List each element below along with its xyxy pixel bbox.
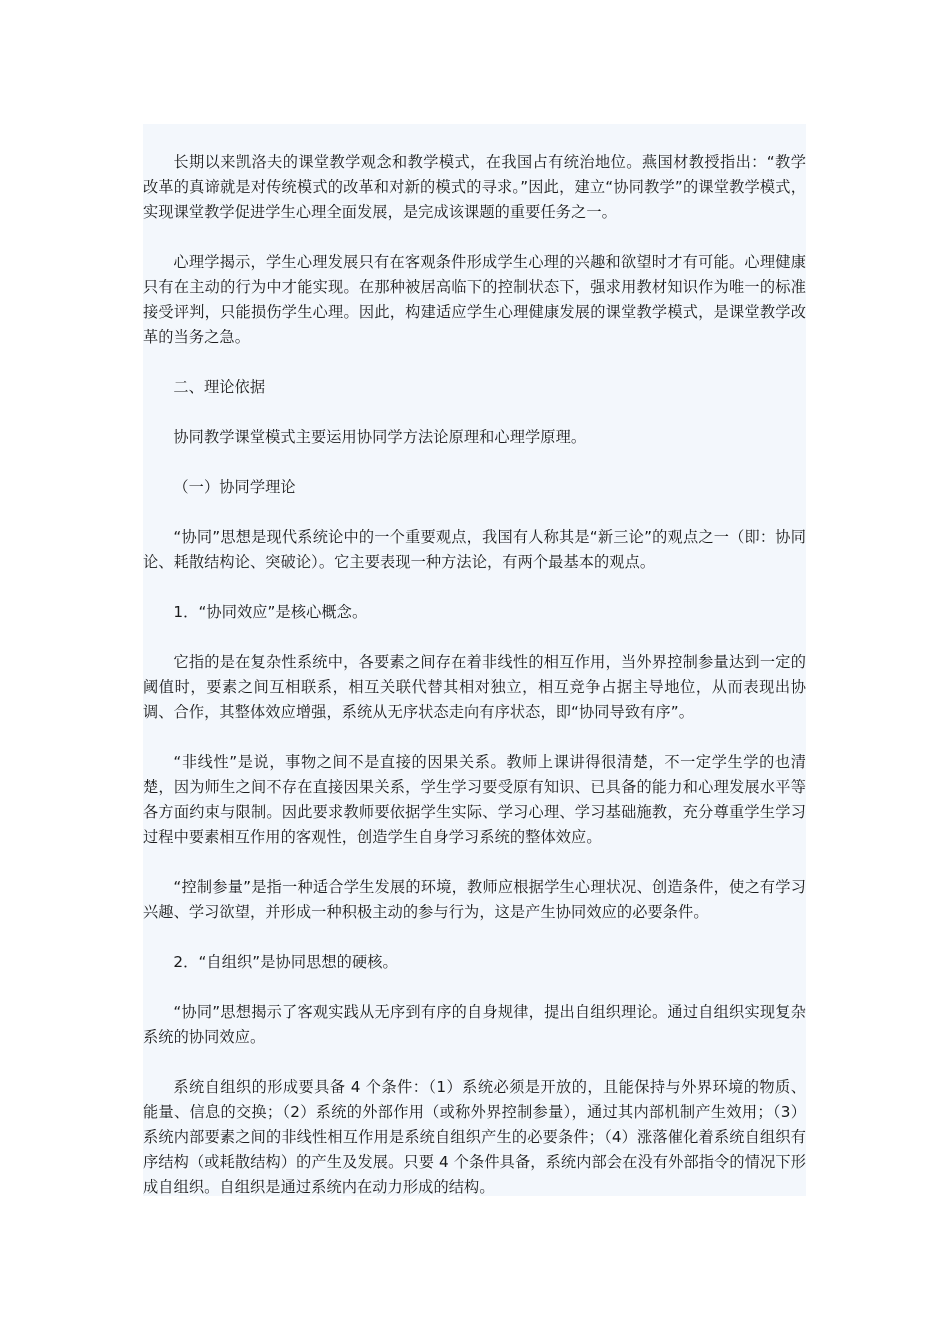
paragraph-synergy-effect: 它指的是在复杂性系统中，各要素之间存在着非线性的相互作用，当外界控制参量达到一定的阈值时，要素之间互相联系，相互关联代替其相对独立，相互竞争占据主导地位，从而表现出协调、合作，其整体效应增强，系统从无序状态走向有序状态，即“协同导致有序”。 — [143, 653, 806, 721]
paragraph-nonlinearity: “非线性”是说，事物之间不是直接的因果关系。教师上课讲得很清楚，不一定学生学的也清楚，因为师生之间不存在直接因果关系，学生学习要受原有知识、已具备的能力和心理发展水平等各方面约束与限制。因此要求教师要依据学生实际、学习心理、学习基础施教，充分尊重学生学习过程中要素相互作用的客观性，创造学生自身学习系统的整体效应。 — [143, 753, 806, 846]
point-heading-self-organization: 2．“自组织”是协同思想的硬核。 — [173, 953, 398, 971]
section-heading-theory: 二、理论依据 — [173, 378, 266, 396]
paragraph-four-conditions: 系统自组织的形成要具备 4 个条件：（1）系统必须是开放的，且能保持与外界环境的物质、能量、信息的交换；（2）系统的外部作用（或称外界控制参量），通过其内部机制产生效用；（3）系统内部要素之间的非线性相互作用是系统自组织产生的必要条件；（4）涨落催化着系统自组织有序结构（或耗散结构）的产生及发展。只要 4 个条件具备，系统内部会在没有外部指令的情况下形成自组织。自组织是通过系统内在动力形成的结构。 — [143, 1078, 806, 1196]
paragraph-synergy-concept: “协同”思想是现代系统论中的一个重要观点，我国有人称其是“新三论”的观点之一（即：协同论、耗散结构论、突破论）。它主要表现一种方法论，有两个最基本的观点。 — [143, 528, 806, 571]
paragraph-intro-kairov: 长期以来凯洛夫的课堂教学观念和教学模式，在我国占有统治地位。燕国材教授指出：“教学改革的真谛就是对传统模式的改革和对新的模式的寻求。”因此，建立“协同教学”的课堂教学模式，实现课堂教学促进学生心理全面发展，是完成该课题的重要任务之一。 — [143, 153, 806, 221]
paragraph-control-parameter: “控制参量”是指一种适合学生发展的环境，教师应根据学生心理状况、创造条件，使之有学习兴趣、学习欲望，并形成一种积极主动的参与行为，这是产生协同效应的必要条件。 — [143, 878, 806, 921]
subsection-heading-synergetics: （一）协同学理论 — [173, 478, 296, 496]
paragraph-theory-summary: 协同教学课堂模式主要运用协同学方法论原理和心理学原理。 — [173, 428, 587, 446]
paragraph-self-organization: “协同”思想揭示了客观实践从无序到有序的自身规律，提出自组织理论。通过自组织实现复杂系统的协同效应。 — [143, 1003, 806, 1046]
text-block — [143, 124, 806, 1196]
point-heading-synergy-effect: 1．“协同效应”是核心概念。 — [173, 603, 368, 621]
paragraph-psychology: 心理学揭示，学生心理发展只有在客观条件形成学生心理的兴趣和欲望时才有可能。心理健康只有在主动的行为中才能实现。在那种被居高临下的控制状态下，强求用教材知识作为唯一的标准接受评判，只能损伤学生心理。因此，构建适应学生心理健康发展的课堂教学模式，是课堂教学改革的当务之急。 — [143, 253, 806, 346]
